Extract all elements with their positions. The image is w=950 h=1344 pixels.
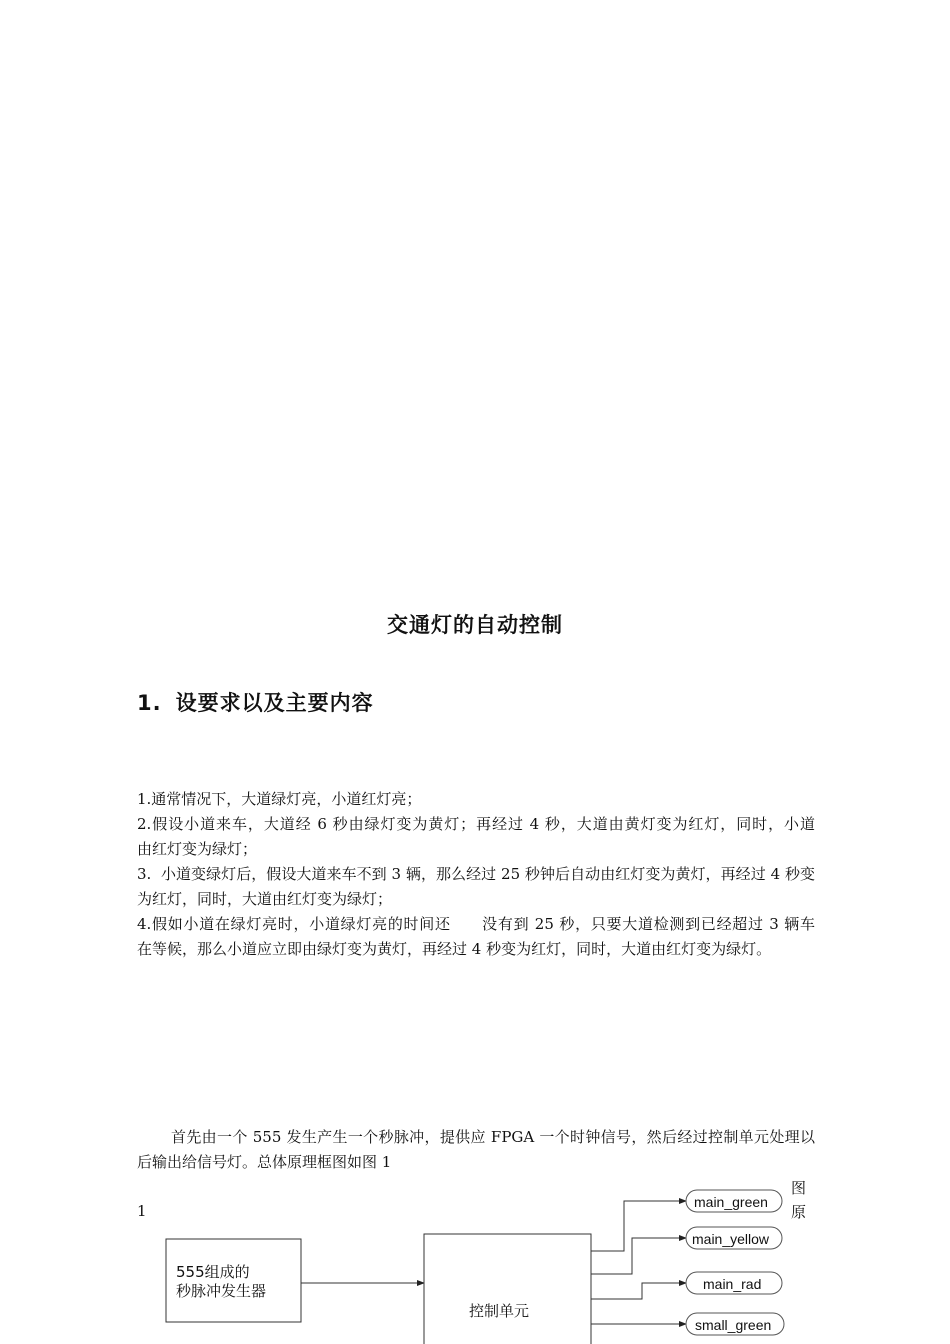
- block-diagram: [0, 1170, 950, 1344]
- control-unit-box: [424, 1234, 591, 1344]
- output-main-yellow-label: main_yellow: [692, 1231, 770, 1247]
- output-small-green-label: small_green: [695, 1317, 772, 1333]
- figure-number: 1: [137, 1202, 147, 1220]
- section-number: 1.: [137, 691, 162, 715]
- output-line-main-rad: [591, 1283, 686, 1299]
- requirement-item: 2.假设小道来车，大道经 6 秒由绿灯变为黄灯；再经过 4 秒，大道由黄灯变为红灯，同时，小道 由红灯变为绿灯；: [137, 815, 846, 858]
- intro-text: 首先由一个 555 发生产生一个秒脉冲，提供应 FPGA 一个时钟信号，然后经过控制单元处理以后输出给信号灯。总体原理框图如图 1: [137, 1128, 815, 1171]
- pulse-box-line1: 555组成的: [176, 1263, 250, 1281]
- requirement-item: 3. 小道变绿灯后，假设大道来车不到 3 辆，那么经过 25 秒钟后自动由红灯变为黄灯，再经过 4 秒变为红灯，同时，大道由红灯变为绿灯；: [137, 865, 815, 908]
- side-char-2: 原: [791, 1203, 807, 1221]
- output-line-main-yellow: [591, 1238, 686, 1274]
- output-main-green-label: main_green: [694, 1194, 768, 1210]
- control-unit-label: 控制单元: [469, 1302, 530, 1320]
- pulse-box-line2: 秒脉冲发生器: [176, 1282, 267, 1300]
- requirement-item: 1.通常情况下，大道绿灯亮，小道红灯亮；: [137, 790, 422, 808]
- side-char-1: 图: [791, 1179, 807, 1197]
- section-text: 设要求以及主要内容: [175, 691, 374, 715]
- section-heading: [137, 687, 374, 717]
- document-title: 交通灯的自动控制: [387, 613, 563, 637]
- requirement-item: 4.假如小道在绿灯亮时，小道绿灯亮的时间还 没有到 25 秒，只要大道检测到已经超过 3 辆车 在等候，那么小道应立即由绿灯变为黄灯，再经过 4 秒变为红灯，同时，大道由红灯变为绿灯。: [137, 915, 846, 958]
- intro-paragraph: [137, 1125, 815, 1175]
- output-line-main-green: [591, 1201, 686, 1251]
- output-main-rad-label: main_rad: [703, 1276, 762, 1292]
- requirements-list: [137, 787, 846, 962]
